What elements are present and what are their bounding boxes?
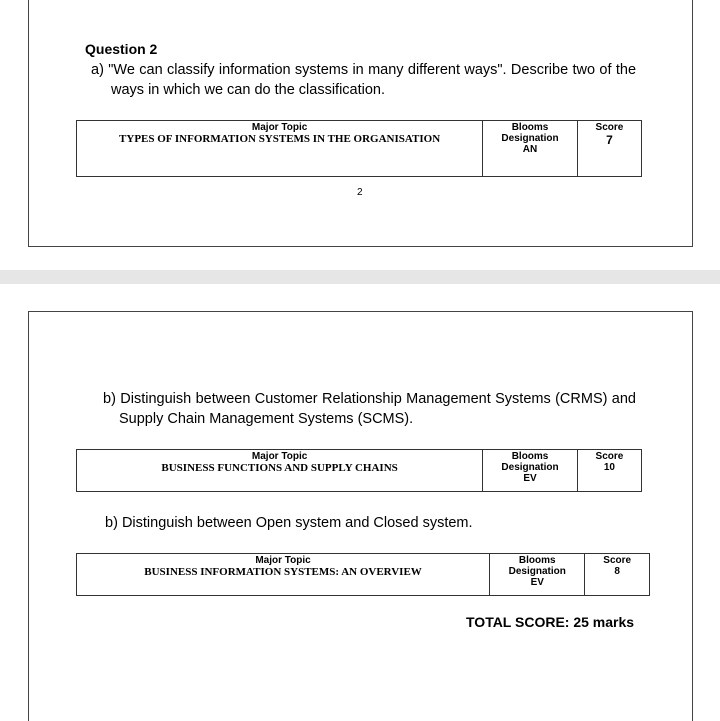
question-text: Distinguish between Open system and Closed system. xyxy=(121,515,473,531)
major-topic-cell xyxy=(77,121,483,177)
blooms-value: AN xyxy=(522,144,538,155)
blooms-value: EV xyxy=(530,577,544,588)
blooms-cell xyxy=(483,121,578,177)
score-cell xyxy=(577,121,641,177)
score-header: Score xyxy=(603,555,632,566)
question-text: Distinguish between Customer Relationship Management Systems (CRMS) and Supply Chain Management Systems (SCMS). xyxy=(119,391,636,427)
major-topic-header: Major Topic xyxy=(251,451,308,462)
question-text: "We can classify information systems in many different ways". Describe two of the ways in which we can do the classification. xyxy=(108,62,637,98)
part-label: a) xyxy=(91,62,104,78)
part-label: b) xyxy=(105,515,118,531)
score-value: 10 xyxy=(603,462,615,473)
blooms-header: Blooms xyxy=(511,122,549,133)
page-gap xyxy=(0,270,720,284)
exam-page-1 xyxy=(28,0,693,247)
major-topic-cell xyxy=(77,554,490,596)
score-value: 8 xyxy=(614,566,620,577)
major-topic-value: BUSINESS INFORMATION SYSTEMS: AN OVERVIEW xyxy=(144,566,422,578)
part-label: b) xyxy=(103,391,116,407)
score-header: Score xyxy=(595,451,624,462)
score-cell xyxy=(577,450,641,492)
score-value: 7 xyxy=(606,133,613,147)
page-number: 2 xyxy=(357,187,363,198)
question-2b-open-closed xyxy=(105,513,638,533)
blooms-header: Blooms xyxy=(511,451,549,462)
blooms-cell xyxy=(483,450,578,492)
blooms-header: Blooms xyxy=(518,555,556,566)
score-cell xyxy=(585,554,650,596)
score-header: Score xyxy=(595,122,624,133)
major-topic-cell xyxy=(77,450,483,492)
major-topic-header: Major Topic xyxy=(255,555,311,566)
major-topic-header: Major Topic xyxy=(251,122,308,133)
designation-header: Designation xyxy=(501,133,559,144)
designation-header: Designation xyxy=(501,462,559,473)
major-topic-value: TYPES OF INFORMATION SYSTEMS IN THE ORGANISATION xyxy=(119,133,441,145)
question-2b-crms xyxy=(103,389,636,429)
major-topic-value: BUSINESS FUNCTIONS AND SUPPLY CHAINS xyxy=(161,462,398,474)
question-title: Question 2 xyxy=(85,41,158,57)
blooms-cell xyxy=(490,554,585,596)
topic-table xyxy=(76,553,650,596)
designation-header: Designation xyxy=(508,566,566,577)
total-score: TOTAL SCORE: 25 marks xyxy=(466,614,635,630)
question-2a xyxy=(91,60,636,100)
exam-page-2 xyxy=(28,311,693,721)
topic-table xyxy=(76,449,642,492)
blooms-value: EV xyxy=(523,473,537,484)
topic-table xyxy=(76,120,642,177)
